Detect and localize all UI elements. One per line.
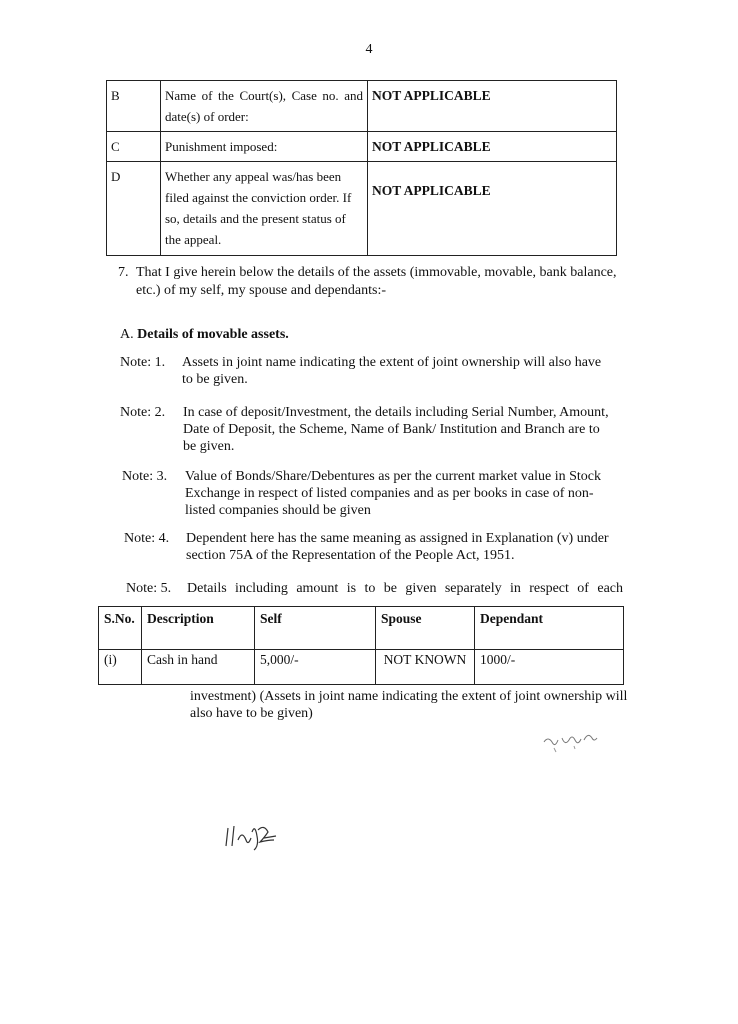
column-header: Self <box>255 607 376 650</box>
paragraph-number: 7. <box>118 265 129 280</box>
row-label: Whether any appeal was/has been filed against the conviction order. If so, details and the present status of the appeal. <box>161 162 368 256</box>
row-value: NOT APPLICABLE <box>368 81 617 132</box>
row-id: D <box>107 162 161 256</box>
note-text: Dependent here has the same meaning as assigned in Explanation (v) under section 75A of the Representation of the People Act, 1951. <box>186 531 609 563</box>
column-header: Dependant <box>475 607 624 650</box>
table-cell: 1000/- <box>475 650 624 685</box>
note-text: Assets in joint name indicating the extent of joint ownership will also have to be given. <box>182 355 602 387</box>
row-label: Punishment imposed: <box>161 132 368 162</box>
table-row <box>99 650 624 685</box>
note-label: Note: 5. <box>126 581 172 596</box>
signature-mark-top-right <box>540 728 600 754</box>
movable-assets-table <box>98 606 624 685</box>
table-cell: Cash in hand <box>142 650 255 685</box>
column-header: Spouse <box>376 607 475 650</box>
table-row <box>107 132 617 162</box>
note-text: Details including amount is to be given separately in respect of each <box>187 581 623 596</box>
note-label: Note: 3. <box>122 469 168 484</box>
paragraph-7 <box>118 264 623 300</box>
note-label: Note: 2. <box>120 405 166 420</box>
row-value: NOT APPLICABLE <box>368 132 617 162</box>
table-cell: 5,000/- <box>255 650 376 685</box>
note-label: Note: 1. <box>120 355 166 370</box>
column-header: S.No. <box>99 607 142 650</box>
row-label: Name of the Court(s), Case no. and date(s) of order: <box>161 81 368 132</box>
column-header: Description <box>142 607 255 650</box>
handwritten-signature <box>224 820 284 854</box>
table-row <box>107 162 617 256</box>
note-5-continuation: investment) (Assets in joint name indicating the extent of joint ownership will also have to be given) <box>190 689 628 721</box>
section-a-heading <box>120 327 289 343</box>
page-number: 4 <box>365 42 373 57</box>
row-id: B <box>107 81 161 132</box>
row-value: NOT APPLICABLE <box>368 162 617 256</box>
table-cell: NOT KNOWN <box>376 650 475 685</box>
conviction-details-table <box>106 80 617 256</box>
note-text: Value of Bonds/Share/Debentures as per the current market value in Stock Exchange in respect of listed companies and as per books in case of non- listed companies should be given <box>185 469 601 518</box>
section-letter: A. <box>120 327 134 342</box>
paragraph-text: That I give herein below the details of the assets (immovable, movable, bank balance, etc.) of my self, my spouse and dependants:- <box>136 265 617 298</box>
table-cell: (i) <box>99 650 142 685</box>
table-header-row <box>99 607 624 650</box>
section-title: Details of movable assets. <box>137 327 289 342</box>
note-text: In case of deposit/Investment, the details including Serial Number, Amount, Date of Deposit, the Scheme, Name of Bank/ Institution and Branch are to be given. <box>183 405 609 454</box>
row-id: C <box>107 132 161 162</box>
note-label: Note: 4. <box>124 531 170 546</box>
table-row <box>107 81 617 132</box>
